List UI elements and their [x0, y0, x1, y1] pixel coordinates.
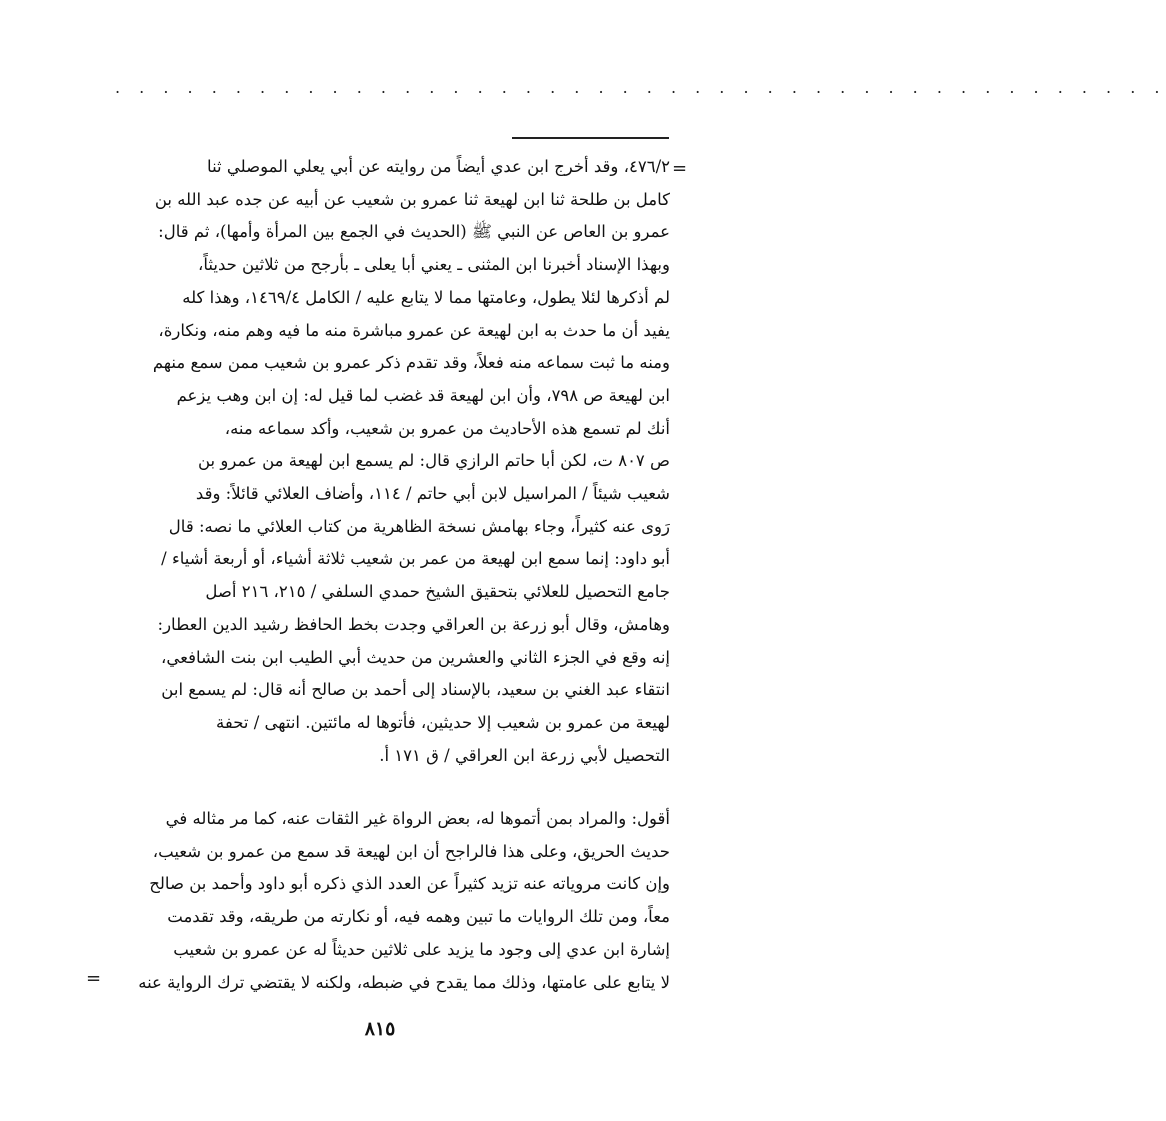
footnote-text [115, 151, 670, 772]
page-continuation-marker: = [86, 968, 102, 989]
body-line: وإن كانت مروياته عنه تزيد كثيراً عن العدد الذي ذكره أبو داود وأحمد بن صالح [149, 874, 670, 894]
footnote-line: أبو داود: إنما سمع ابن لهيعة من عمر بن شعيب ثلاثة أشياء، أو أربعة أشياء / [161, 549, 670, 569]
footnote-line: أنك لم تسمع هذه الأحاديث من عمرو بن شعيب، وأكد سماعه منه، [224, 418, 670, 438]
footnote-line: لهيعة من عمرو بن شعيب إلا حديثين، فأتوها له مائتين. انتهى / تحفة [216, 712, 670, 732]
footnote-line: ومنه ما ثبت سماعه منه فعلاً، وقد تقدم ذكر عمرو بن شعيب ممن سمع منهم [152, 353, 670, 373]
footnote-line: ٤٧٦/٢، وقد أخرج ابن عدي أيضاً من روايته عن أبي يعلي الموصلي ثنا [207, 157, 670, 176]
footnote-line: انتقاء عبد الغني بن سعيد، بالإسناد إلى أحمد بن صالح أنه قال: لم يسمع ابن [161, 680, 670, 700]
body-line: حديث الحريق، وعلى هذا فالراجح أن ابن لهيعة قد سمع من عمرو بن شعيب، [152, 841, 670, 861]
dotted-separator: . . . . . . . . . . . . . . . . . . . . . . . . . . . . . . . . . . . . . . . . . . . . [115, 78, 1166, 97]
footnote-line: وهامش، وقال أبو زرعة بن العراقي وجدت بخط الحافظ رشيد الدين العطار: [157, 614, 670, 634]
footnote-continuation-marker: = [672, 158, 688, 179]
footnote-line: التحصيل لأبي زرعة ابن العراقي / ق ١٧١ أ. [379, 745, 670, 765]
footnote-line: كامل بن طلحة ثنا ابن لهيعة ثنا عمرو بن شعيب عن أبيه عن جده عبد الله بن [154, 189, 670, 209]
footnote-line: لم أذكرها لئلا يطول، وعامتها مما لا يتابع عليه / الكامل ١٤٦٩/٤، وهذا كله [182, 287, 670, 307]
body-line: لا يتابع على عامتها، وذلك مما يقدح في ضبطه، ولكنه لا يقتضي ترك الرواية عنه [138, 972, 670, 992]
footnote-line: جامع التحصيل للعلائي بتحقيق الشيخ حمدي السلفي / ٢١٥، ٢١٦ أصل [205, 582, 670, 602]
body-line: إشارة ابن عدي إلى وجود ما يزيد على ثلاثين حديثاً له عن عمرو بن شعيب [173, 939, 670, 959]
footnote-line: عمرو بن العاص عن النبي ﷺ (الحديث في الجمع بين المرأة وأمها)، ثم قال: [158, 222, 670, 242]
footnote-line: ابن لهيعة ص ٧٩٨، وأن ابن لهيعة قد غضب لما قيل له: إن ابن وهب يزعم [176, 385, 670, 405]
page-number: ٨١٥ [364, 1018, 396, 1040]
footnote-rule [512, 137, 669, 139]
footnote-line: يفيد أن ما حدث به ابن لهيعة عن عمرو مباشرة منه ما فيه وهم منه، ونكارة، [158, 320, 670, 340]
footnote-line: إنه وقع في الجزء الثاني والعشرين من حديث أبي الطيب ابن بنت الشافعي، [161, 647, 670, 667]
footnote-line: ص ٨٠٧ ت، لكن أبا حاتم الرازي قال: لم يسمع ابن لهيعة من عمرو بن [198, 451, 670, 471]
body-paragraph [115, 803, 670, 999]
body-line: أقول: والمراد بمن أتموها له، بعض الرواة غير الثقات عنه، كما مر مثاله في [165, 809, 670, 828]
body-line: معاً، ومن تلك الروايات ما تبين وهمه فيه، أو نكارته من طريقه، وقد تقدمت [167, 907, 670, 927]
footnote-line: شعيب شيئاً / المراسيل لابن أبي حاتم / ١١٤، وأضاف العلائي قائلاً: وقد [195, 484, 670, 504]
footnote-line: وبهذا الإسناد أخبرنا ابن المثنى ـ يعني أبا يعلى ـ بأرجح من ثلاثين حديثاً، [198, 255, 670, 275]
footnote-line: رَوى عنه كثيراً، وجاء بهامش نسخة الظاهرية من كتاب العلائي ما نصه: قال [168, 516, 670, 536]
